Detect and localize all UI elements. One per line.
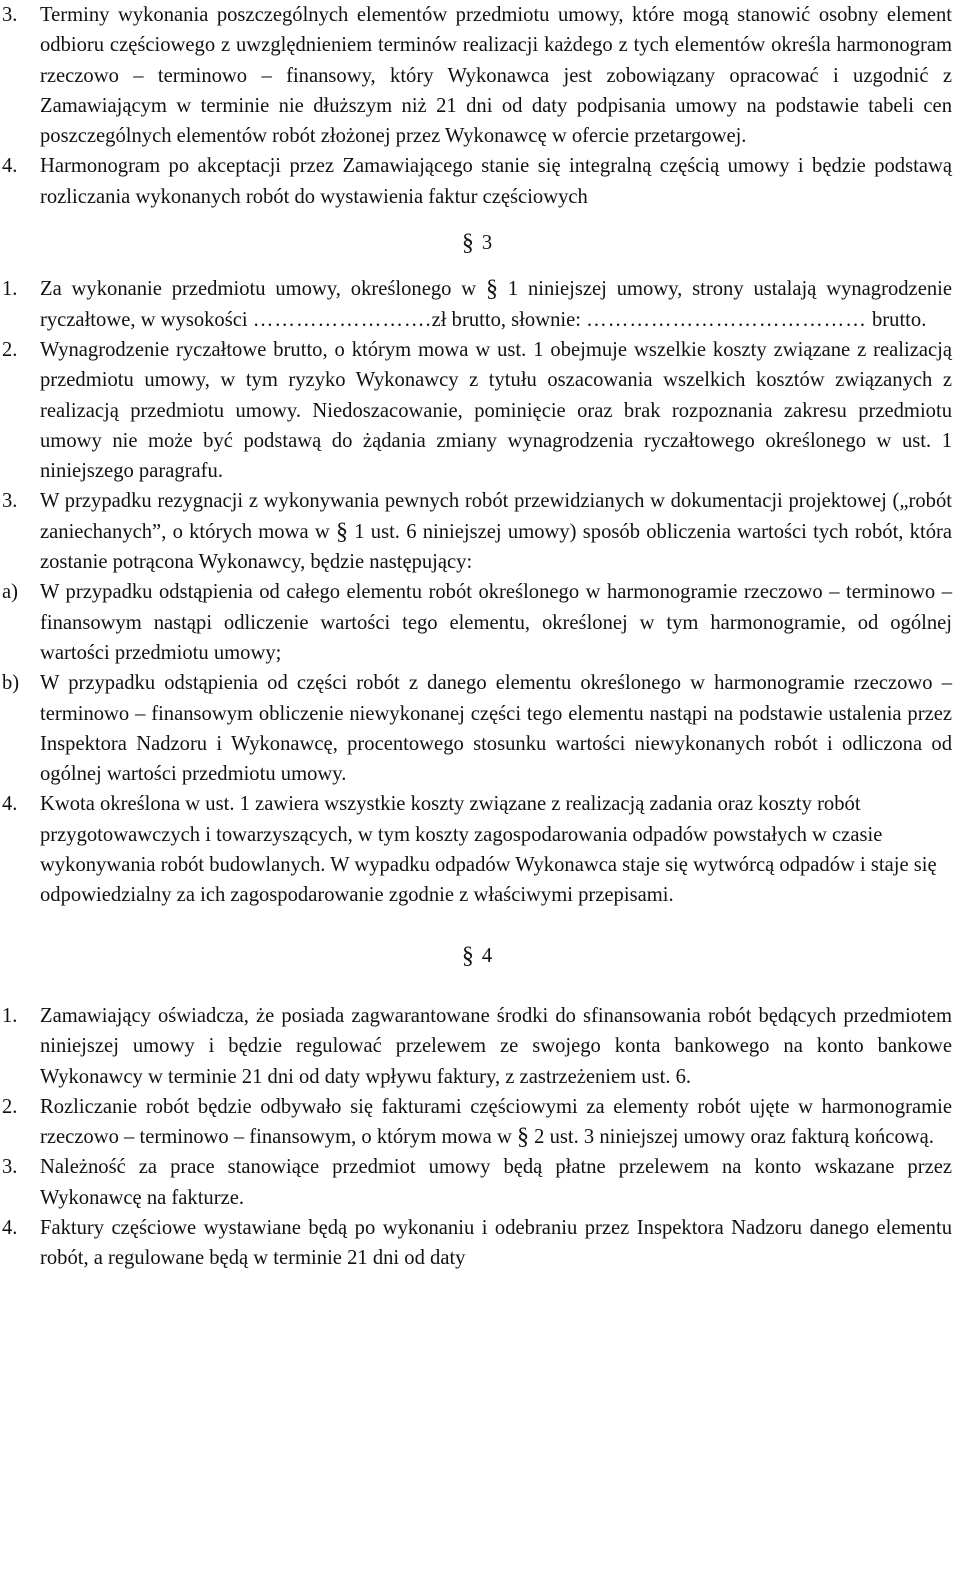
- text-fragment: Rozliczanie robót będzie odbywało się fakturami częściowymi za elementy robót ujęte w harmonogramie rzeczowo – terminowo – finansowym, o którym mowa w: [40, 1095, 952, 1149]
- paragraph-number: 2.: [2, 338, 18, 361]
- numbered-paragraph: [2, 1213, 952, 1274]
- blank-amount-field: …………………….: [252, 308, 432, 331]
- numbered-paragraph: [2, 0, 952, 151]
- numbered-paragraph: [2, 1001, 952, 1092]
- numbered-paragraph: [2, 789, 952, 910]
- numbered-paragraph: [2, 335, 952, 486]
- text-fragment: brutto.: [872, 308, 927, 331]
- section-heading-3: [2, 228, 952, 258]
- section-heading-4: [2, 941, 952, 971]
- section-number: 3: [481, 232, 493, 255]
- text-fragment: W przypadku rezygnacji z wykonywania pewnych robót przewidzianych w dokumentacji projektowej („robót zaniechanych”, o których mowa w: [40, 490, 952, 543]
- paragraph-number: 3.: [2, 4, 18, 26]
- text-fragment: zł brutto, słownie:: [431, 308, 581, 331]
- paragraph-number: 4.: [2, 155, 18, 178]
- lettered-paragraph: [2, 668, 952, 789]
- paragraph-text: Terminy wykonania poszczególnych elementów przedmiotu umowy, które mogą stanowić osobny element odbioru częściowego z uwzględnieniem terminów realizacji każdego z tych elementów określa harmonogram rzeczowo – terminowo – finansowy, który Wykonawca jest zobowiązany opracować i uzgodnić z Zamawiającym w terminie nie dłuższym niż 21 dni od daty podpisania umowy na podstawie tabeli cen poszczególnych elementów robót złożonej przez Wykonawcę w ofercie przetargowej.: [40, 4, 952, 148]
- paragraph-letter: b): [2, 672, 20, 695]
- paragraph-text: W przypadku odstąpienia od części robót z danego elementu określonego w harmonogramie rzeczowo – terminowo – finansowym obliczenie niewykonanej części tego elementu nastąpi na podstawie ustalenia przez Inspektora Nadzoru i Wykonawcę, procentowego stosunku wartości niewykonanych robót i odliczona od ogólnej wartości przedmiotu umowy.: [40, 672, 952, 786]
- text-fragment: 1 ust. 6 niniejszej umowy) sposób obliczenia wartości tych robót, która zostanie potrącona Wykonawcy, będzie następujący:: [40, 520, 952, 574]
- section-symbol: §: [461, 942, 474, 969]
- paragraph-number: 3.: [2, 490, 18, 513]
- paragraph-number: 1.: [2, 1004, 18, 1027]
- lettered-paragraph: [2, 577, 952, 668]
- section-number: 4: [481, 944, 493, 967]
- text-fragment: 1 niniejszej umowy, strony ustalają wynagrodzenie ryczałtowe, w wysokości: [40, 278, 952, 331]
- section-symbol: §: [335, 518, 348, 545]
- section-symbol: §: [486, 276, 498, 303]
- section-symbol: §: [517, 1124, 529, 1151]
- section-symbol: §: [461, 230, 474, 257]
- paragraph-number: 1.: [2, 278, 18, 301]
- paragraph-text: [40, 1092, 952, 1153]
- numbered-paragraph: [2, 1152, 952, 1213]
- paragraph-number: 4.: [2, 793, 18, 816]
- numbered-paragraph: [2, 486, 952, 577]
- blank-words-field: …………………………………: [586, 308, 867, 331]
- paragraph-text: Należność za prace stanowiące przedmiot umowy będą płatne przelewem na konto wskazane przez Wykonawcę na fakturze.: [40, 1156, 952, 1209]
- paragraph-number: 4.: [2, 1216, 18, 1239]
- paragraph-text: Kwota określona w ust. 1 zawiera wszystkie koszty związane z realizacją zadania oraz koszty robót przygotowawczych i towarzyszących, w tym koszty zagospodarowania odpadów powstałych w czasie wykonywania robót budowlanych. W wypadku odpadów Wykonawca staje się wytwórcą odpadów i staje się odpowiedzialny za ich zagospodarowanie zgodnie z właściwymi przepisami.: [40, 793, 937, 907]
- paragraph-letter: a): [2, 581, 18, 604]
- paragraph-text: Faktury częściowe wystawiane będą po wykonaniu i odebraniu przez Inspektora Nadzoru danego elementu robót, a regulowane będą w terminie 21 dni od daty: [40, 1216, 952, 1270]
- paragraph-text: Zamawiający oświadcza, że posiada zagwarantowane środki do sfinansowania robót będących przedmiotem niniejszej umowy i będzie regulować przelewem ze swojego konta bankowego na konto bankowe Wykonawcy w terminie 21 dni od daty wpływu faktury, z zastrzeżeniem ust. 6.: [40, 1004, 952, 1088]
- paragraph-text: Harmonogram po akceptacji przez Zamawiającego stanie się integralną częścią umowy i będzie podstawą rozliczania wykonanych robót do wystawienia faktur częściowych: [40, 155, 952, 208]
- numbered-paragraph: [2, 151, 952, 212]
- text-fragment: 2 ust. 3 niniejszej umowy oraz fakturą końcową.: [534, 1126, 934, 1149]
- numbered-paragraph: [2, 274, 952, 335]
- text-fragment: Za wykonanie przedmiotu umowy, określonego w: [40, 278, 477, 301]
- paragraph-text: Wynagrodzenie ryczałtowe brutto, o którym mowa w ust. 1 obejmuje wszelkie koszty związane z realizacją przedmiotu umowy, w tym ryzyko Wykonawcy z tytułu oszacowania wszelkich kosztów związanych z realizacją przedmiotu umowy. Niedoszacowanie, pominięcie oraz brak rozpoznania zakresu przedmiotu umowy nie może być podstawą do żądania zmiany wynagrodzenia ryczałtowego określonego w ust. 1 niniejszego paragrafu.: [40, 338, 952, 483]
- paragraph-text: W przypadku odstąpienia od całego elementu robót określonego w harmonogramie rzeczowo – terminowo – finansowym nastąpi odliczenie wartości tego elementu, określonej w tym harmonogramie, od ogólnej wartości przedmiotu umowy;: [40, 581, 952, 664]
- paragraph-text: [40, 486, 952, 577]
- paragraph-number: 2.: [2, 1095, 18, 1118]
- paragraph-number: 3.: [2, 1156, 18, 1179]
- paragraph-text: [40, 274, 952, 335]
- numbered-paragraph: [2, 1092, 952, 1153]
